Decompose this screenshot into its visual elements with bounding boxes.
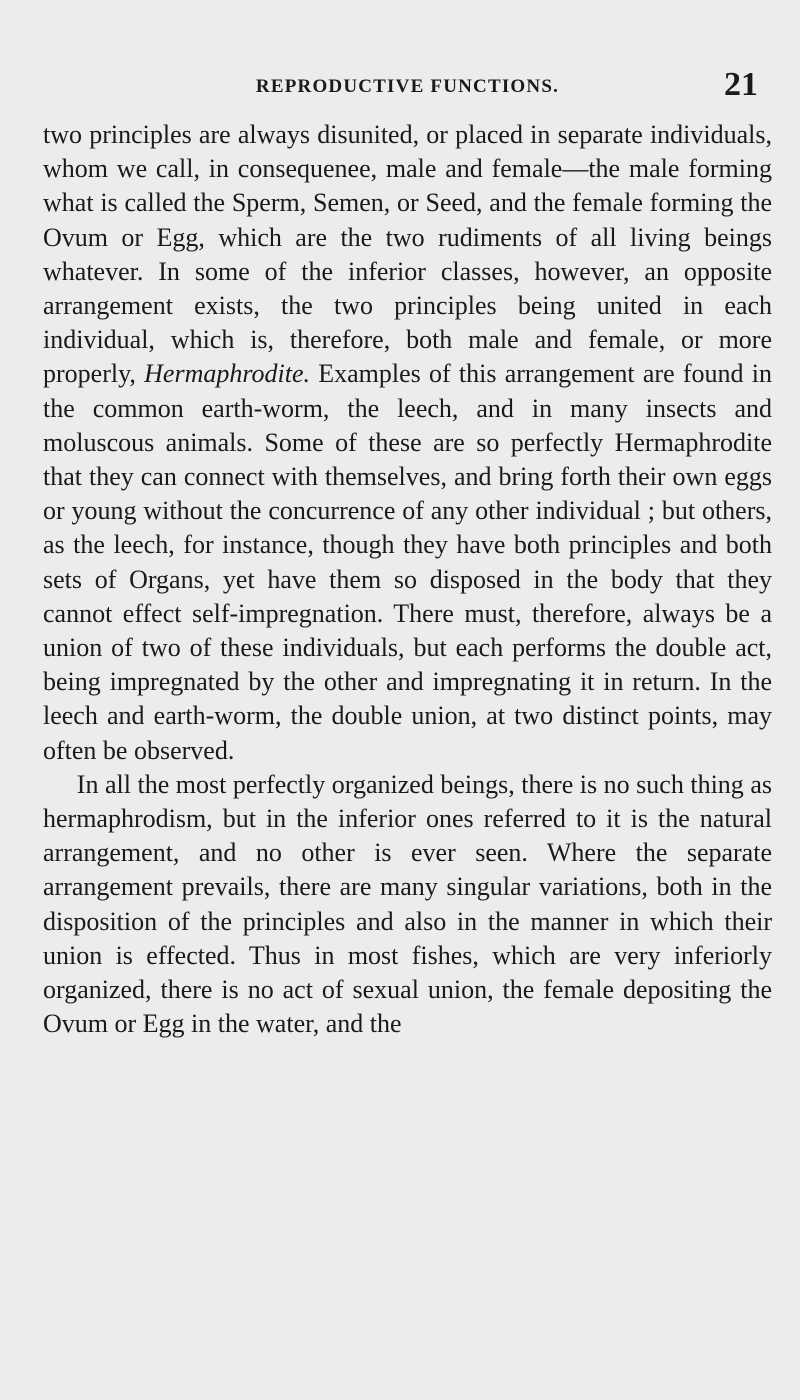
paragraph-1-text-start: two principles are always disunited, or placed in separate individuals, whom we call, in consequenee, male and female—the male forming what is called the Sperm, Semen, or Seed, and the female forming the Ovum or Egg, which are the two rudiments of all living beings whatever. In some of the inferior classes, however, an opposite arrangement exists, the two principles being united in each individual, which is, therefore, both male and female, or more properly, — [43, 120, 772, 389]
running-title: REPRODUCTIVE FUNCTIONS. — [255, 76, 560, 97]
italic-term: Hermaphrodite. — [144, 359, 310, 389]
body-text — [43, 118, 772, 1041]
paragraph-1-text-end: Examples of this arrangement are found in the common earth-worm, the leech, and in many insects and moluscous animals. Some of these are so perfectly Hermaphrodite that they can connect with themselves, and bring forth their own eggs or young without the concurrence of any other individual ; but others, as the leech, for instance, though they have both principles and both sets of Organs, yet have them so disposed in the body that they cannot effect self-impregnation. There must, therefore, always be a union of two of these individuals, but each performs the double act, being impregnated by the other and impregnating it in return. In the leech and earth-worm, the double union, at two distinct points, may often be observed. — [43, 359, 772, 765]
page-number: 21 — [724, 66, 758, 103]
paragraph-1 — [43, 118, 772, 768]
paragraph-2: In all the most perfectly organized beings, there is no such thing as hermaphrodism, but in the inferior ones referred to it is the natural arrangement, and no other is ever seen. Where the separate arrangement prevails, there are many singular variations, both in the disposition of the principles and also in the manner in which their union is effected. Thus in most fishes, which are very inferiorly organized, there is no act of sexual union, the female depositing the Ovum or Egg in the water, and the — [43, 769, 772, 1039]
running-head — [43, 66, 772, 112]
